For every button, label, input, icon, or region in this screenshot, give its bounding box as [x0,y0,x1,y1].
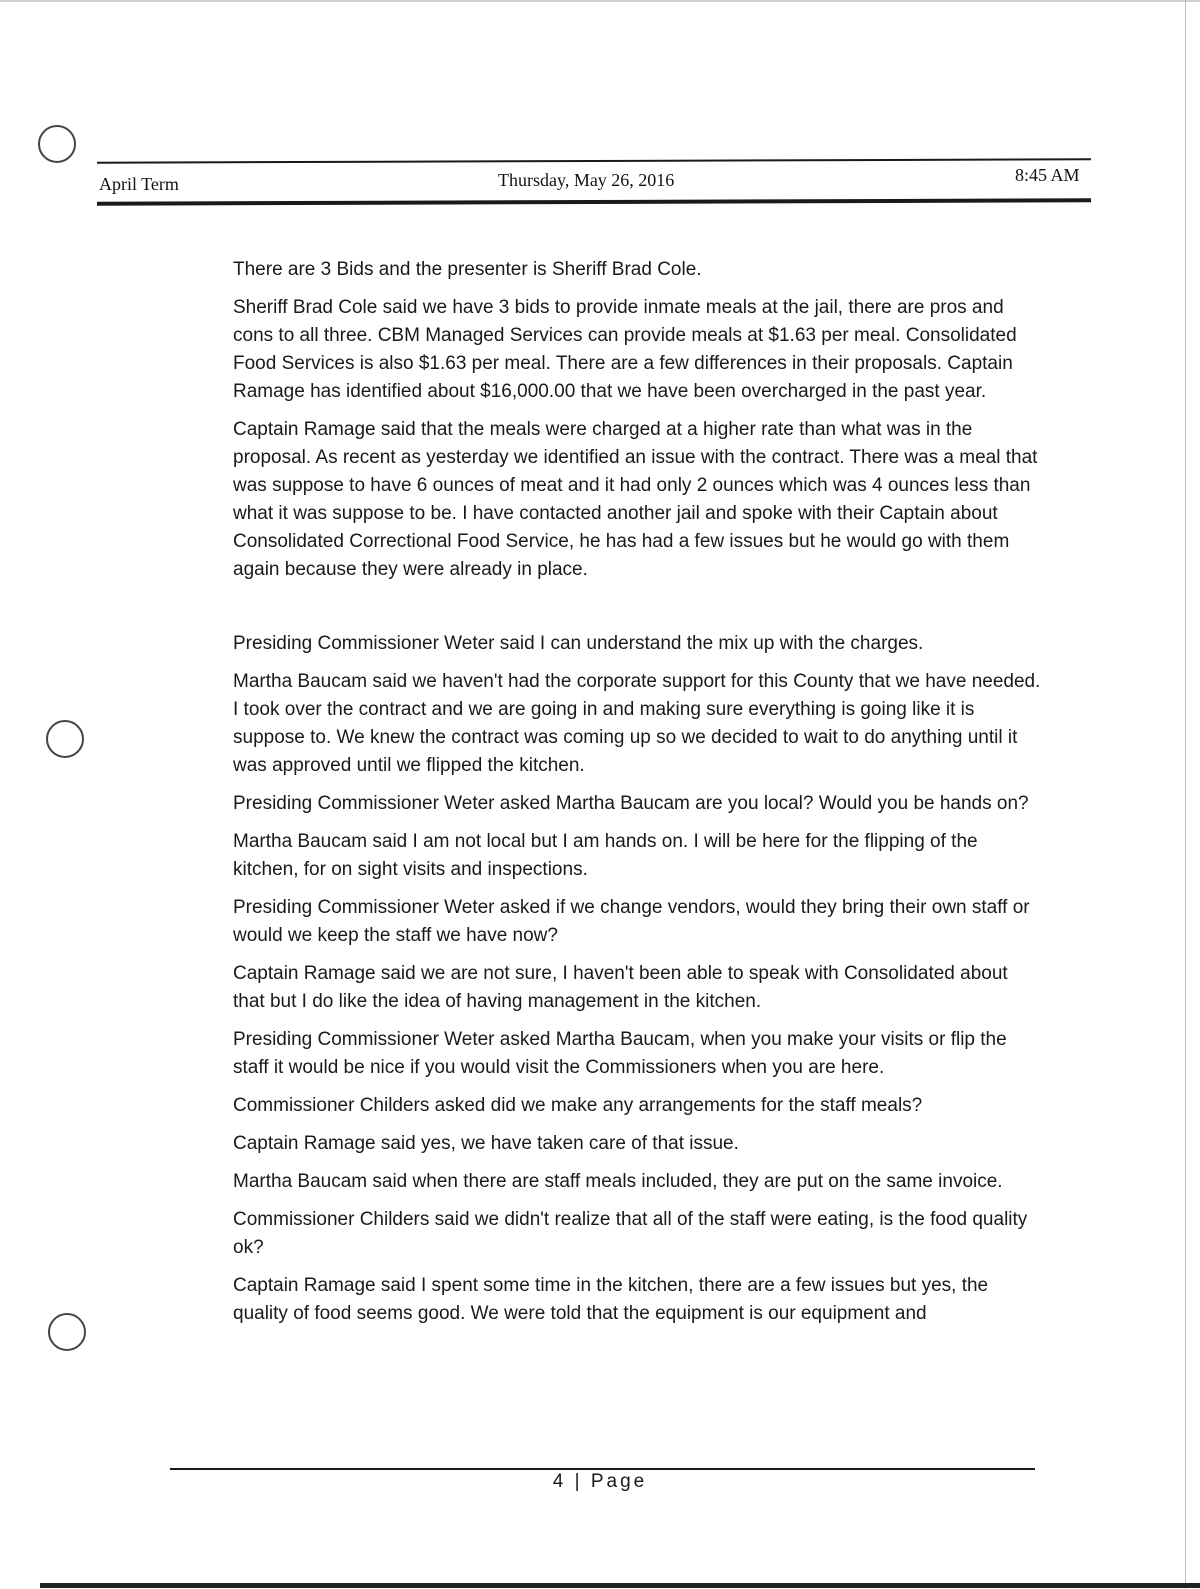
paragraph: Commissioner Childers said we didn't realize that all of the staff were eating, is the food quality ok? [233,1209,1028,1258]
paragraph: Commissioner Childers asked did we make any arrangements for the staff meals? [233,1095,923,1116]
page-number: 4 | Page [552,1471,648,1492]
paragraph: Sheriff Brad Cole said we have 3 bids to provide inmate meals at the jail, there are pros and cons to all three. CBM Managed Services can provide meals at $1.63 per meal. Consolidated Food Services is also $1.63 per meal. There are a few differences in their proposals. Captain Ramage has identified about $16,000.00 that we have been overcharged in the past year. [233,297,1017,402]
paragraph: Captain Ramage said I spent some time in the kitchen, there are a few issues but yes, the quality of food seems good. We were told that the equipment is our equipment and [233,1275,989,1324]
footer-rule [170,1468,1035,1470]
paragraph: Martha Baucam said we haven't had the corporate support for this County that we have needed. I took over the contract and we are going in and making sure everything is going like it is suppose to. We knew the contract was coming up so we decided to wait to do anything until it was approved until we flipped the kitchen. [233,671,1041,776]
header-date: Thursday, May 26, 2016 [498,170,675,190]
scan-edge-top [0,0,1200,2]
punch-hole-bottom [48,1313,86,1351]
scan-edge-right [1185,0,1186,1589]
paragraph: Captain Ramage said yes, we have taken care of that issue. [233,1133,739,1154]
paragraph: Captain Ramage said we are not sure, I haven't been able to speak with Consolidated about that but I do like the idea of having management in the kitchen. [233,963,1008,1012]
paragraph: Captain Ramage said that the meals were charged at a higher rate than what was in the proposal. As recent as yesterday we identified an issue with the contract. There was a meal that was suppose to have 6 ounces of meat and it had only 2 ounces which was 4 ounces less than what it was suppose to be. I have contacted another jail and spoke with their Captain about Consolidated Correctional Food Service, he has had a few issues but he would go with them again because they were already in place. [233,419,1038,580]
paragraph: Martha Baucam said when there are staff meals included, they are put on the same invoice. [233,1171,1003,1192]
paragraph: Presiding Commissioner Weter asked if we change vendors, would they bring their own staff or would we keep the staff we have now? [233,897,1030,946]
scan-edge-bottom [40,1583,1200,1588]
header-rule-top [97,158,1091,163]
paragraph: Martha Baucam said I am not local but I am hands on. I will be here for the flipping of the kitchen, for on sight visits and inspections. [233,831,978,880]
header-rule-bottom [97,198,1091,205]
header-term: April Term [99,174,179,194]
punch-hole-top [38,125,76,163]
paragraph: Presiding Commissioner Weter asked Martha Baucam are you local? Would you be hands on? [233,793,1029,814]
punch-hole-middle [46,720,84,758]
paragraph: There are 3 Bids and the presenter is Sheriff Brad Cole. [233,259,702,280]
paragraph: Presiding Commissioner Weter asked Martha Baucam, when you make your visits or flip the staff it would be nice if you would visit the Commissioners when you are here. [233,1029,1007,1078]
minutes-body [233,256,1043,1338]
header-time: 8:45 AM [1015,165,1080,185]
paragraph: Presiding Commissioner Weter said I can understand the mix up with the charges. [233,633,924,654]
